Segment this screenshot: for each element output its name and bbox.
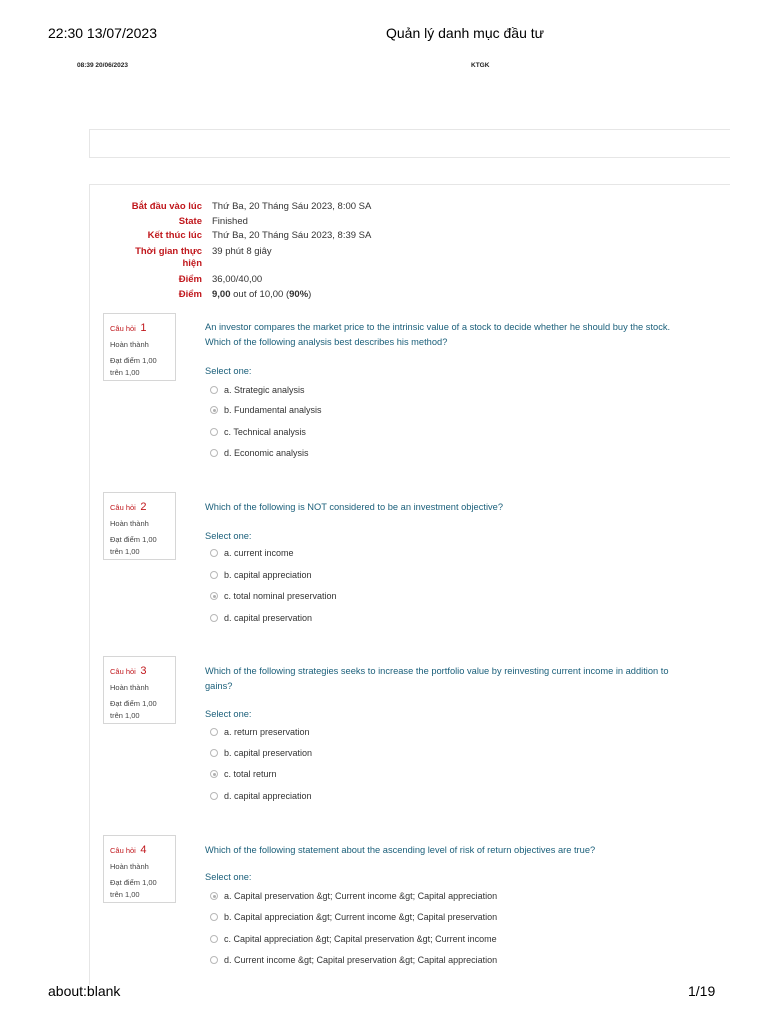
answer-option[interactable] (210, 613, 312, 623)
answer-label: b. capital preservation (224, 748, 313, 758)
radio-button[interactable] (210, 956, 218, 964)
inner-title: KTGK (471, 62, 490, 69)
answer-label: b. Capital appreciation &gt; Current income &gt; Capital preservation (224, 912, 498, 922)
question-mark (110, 698, 169, 722)
main-panel (89, 184, 730, 985)
summary-value-end: Thứ Ba, 20 Tháng Sáu 2023, 8:39 SA (212, 230, 372, 241)
summary-value-grade (212, 289, 311, 301)
answer-label: d. Current income &gt; Capital preservation &gt; Capital appreciation (224, 955, 498, 965)
grade-close: ) (308, 289, 312, 300)
summary-value-start: Thứ Ba, 20 Tháng Sáu 2023, 8:00 SA (212, 201, 372, 212)
print-datetime: 22:30 13/07/2023 (48, 25, 157, 41)
answer-label: b. Fundamental analysis (224, 405, 322, 415)
summary-label-start: Bắt đầu vào lúc (131, 201, 202, 212)
question-number: 1 (140, 322, 147, 334)
question-number: 4 (140, 844, 147, 856)
question-mark-line2: trên 1,00 (110, 547, 140, 556)
answer-label: c. total return (224, 769, 277, 779)
top-panel (89, 129, 730, 158)
select-one-label: Select one: (205, 366, 252, 376)
answer-option[interactable] (210, 769, 277, 779)
question-mark-line1: Đạt điểm 1,00 (110, 699, 157, 708)
question-info-1 (103, 313, 176, 381)
inner-datetime: 08:39 20/06/2023 (77, 62, 128, 69)
answer-label: d. Economic analysis (224, 448, 309, 458)
question-state: Hoàn thành (110, 683, 149, 692)
question-text-1 (205, 320, 725, 350)
question-mark (110, 355, 169, 379)
select-one-label: Select one: (205, 709, 252, 719)
select-one-label: Select one: (205, 872, 252, 882)
answer-option[interactable] (210, 955, 497, 965)
question-text-line1: Which of the following strategies seeks to increase the portfolio value by reinvesting current income in addition to (205, 666, 669, 676)
answer-label: a. Capital preservation &gt; Current income &gt; Capital appreciation (224, 891, 498, 901)
answer-option[interactable] (210, 427, 306, 437)
answer-option[interactable] (210, 548, 294, 558)
question-state: Hoàn thành (110, 862, 149, 871)
answer-option[interactable] (210, 448, 309, 458)
question-text-line1: Which of the following statement about the ascending level of risk of return objectives are true? (205, 845, 596, 855)
answer-label: a. current income (224, 548, 294, 558)
summary-label-state: State (178, 216, 202, 227)
summary-label-marks: Điểm (178, 274, 202, 285)
grade-percent: 90% (289, 289, 309, 300)
radio-button[interactable] (210, 449, 218, 457)
radio-button[interactable] (210, 549, 218, 557)
question-mark-line2: trên 1,00 (110, 890, 140, 899)
question-text-line1: Which of the following is NOT considered to be an investment objective? (205, 502, 503, 512)
question-label: Câu hỏi (110, 324, 136, 333)
grade-out-of: out of 10,00 ( (230, 289, 290, 300)
question-text-line1: An investor compares the market price to the intrinsic value of a stock to decide whether he should buy the stock. (205, 322, 671, 332)
answer-option[interactable] (210, 891, 497, 901)
answer-label: a. return preservation (224, 727, 310, 737)
summary-value-duration: 39 phút 8 giây (212, 246, 272, 257)
summary-label-duration-line2: hiện (182, 258, 202, 269)
radio-button[interactable] (210, 728, 218, 736)
summary-label-grade: Điểm (178, 289, 202, 300)
question-label: Câu hỏi (110, 667, 136, 676)
radio-button-checked[interactable] (210, 592, 218, 600)
answer-option[interactable] (210, 405, 322, 415)
radio-button[interactable] (210, 428, 218, 436)
question-info-4 (103, 835, 176, 903)
question-state: Hoàn thành (110, 519, 149, 528)
summary-value-marks: 36,00/40,00 (212, 274, 263, 285)
summary-label-duration-line1: Thời gian thực (135, 246, 202, 257)
answer-option[interactable] (210, 791, 312, 801)
question-number: 2 (140, 501, 147, 513)
question-mark-line1: Đạt điểm 1,00 (110, 356, 157, 365)
question-label: Câu hỏi (110, 846, 136, 855)
radio-button-checked[interactable] (210, 770, 218, 778)
radio-button-checked[interactable] (210, 892, 218, 900)
print-title: Quản lý danh mục đầu tư (386, 25, 545, 41)
question-text-line2: Which of the following analysis best describes his method? (205, 337, 448, 347)
radio-button[interactable] (210, 571, 218, 579)
question-info-3 (103, 656, 176, 724)
grade-score: 9,00 (212, 289, 231, 300)
answer-label: b. capital appreciation (224, 570, 312, 580)
question-number: 3 (140, 665, 147, 677)
answer-label: d. capital preservation (224, 613, 313, 623)
answer-option[interactable] (210, 934, 497, 944)
radio-button[interactable] (210, 614, 218, 622)
answer-label: c. total nominal preservation (224, 591, 337, 601)
question-mark-line1: Đạt điểm 1,00 (110, 535, 157, 544)
radio-button[interactable] (210, 935, 218, 943)
radio-button[interactable] (210, 749, 218, 757)
question-mark (110, 534, 169, 558)
answer-label: d. capital appreciation (224, 791, 312, 801)
question-mark-line2: trên 1,00 (110, 368, 140, 377)
radio-button-checked[interactable] (210, 406, 218, 414)
radio-button[interactable] (210, 386, 218, 394)
question-mark-line1: Đạt điểm 1,00 (110, 878, 157, 887)
question-mark (110, 877, 169, 901)
question-text-2 (205, 500, 725, 515)
answer-option[interactable] (210, 748, 312, 758)
answer-option[interactable] (210, 591, 337, 601)
radio-button[interactable] (210, 792, 218, 800)
radio-button[interactable] (210, 913, 218, 921)
question-state: Hoàn thành (110, 340, 149, 349)
answer-option[interactable] (210, 727, 310, 737)
question-text-line2: gains? (205, 681, 233, 691)
answer-label: a. Strategic analysis (224, 385, 305, 395)
summary-value-state: Finished (212, 216, 248, 227)
answer-option[interactable] (210, 912, 497, 922)
footer-url: about:blank (48, 983, 121, 999)
question-text-3 (205, 664, 725, 694)
question-label: Câu hỏi (110, 503, 136, 512)
question-info-2 (103, 492, 176, 560)
answer-option[interactable] (210, 385, 305, 395)
answer-label: c. Technical analysis (224, 427, 306, 437)
question-text-4 (205, 843, 725, 858)
summary-label-end: Kết thúc lúc (147, 230, 202, 241)
select-one-label: Select one: (205, 531, 252, 541)
footer-page-number: 1/19 (688, 983, 716, 999)
answer-option[interactable] (210, 570, 312, 580)
answer-label: c. Capital appreciation &gt; Capital preservation &gt; Current income (224, 934, 497, 944)
question-mark-line2: trên 1,00 (110, 711, 140, 720)
